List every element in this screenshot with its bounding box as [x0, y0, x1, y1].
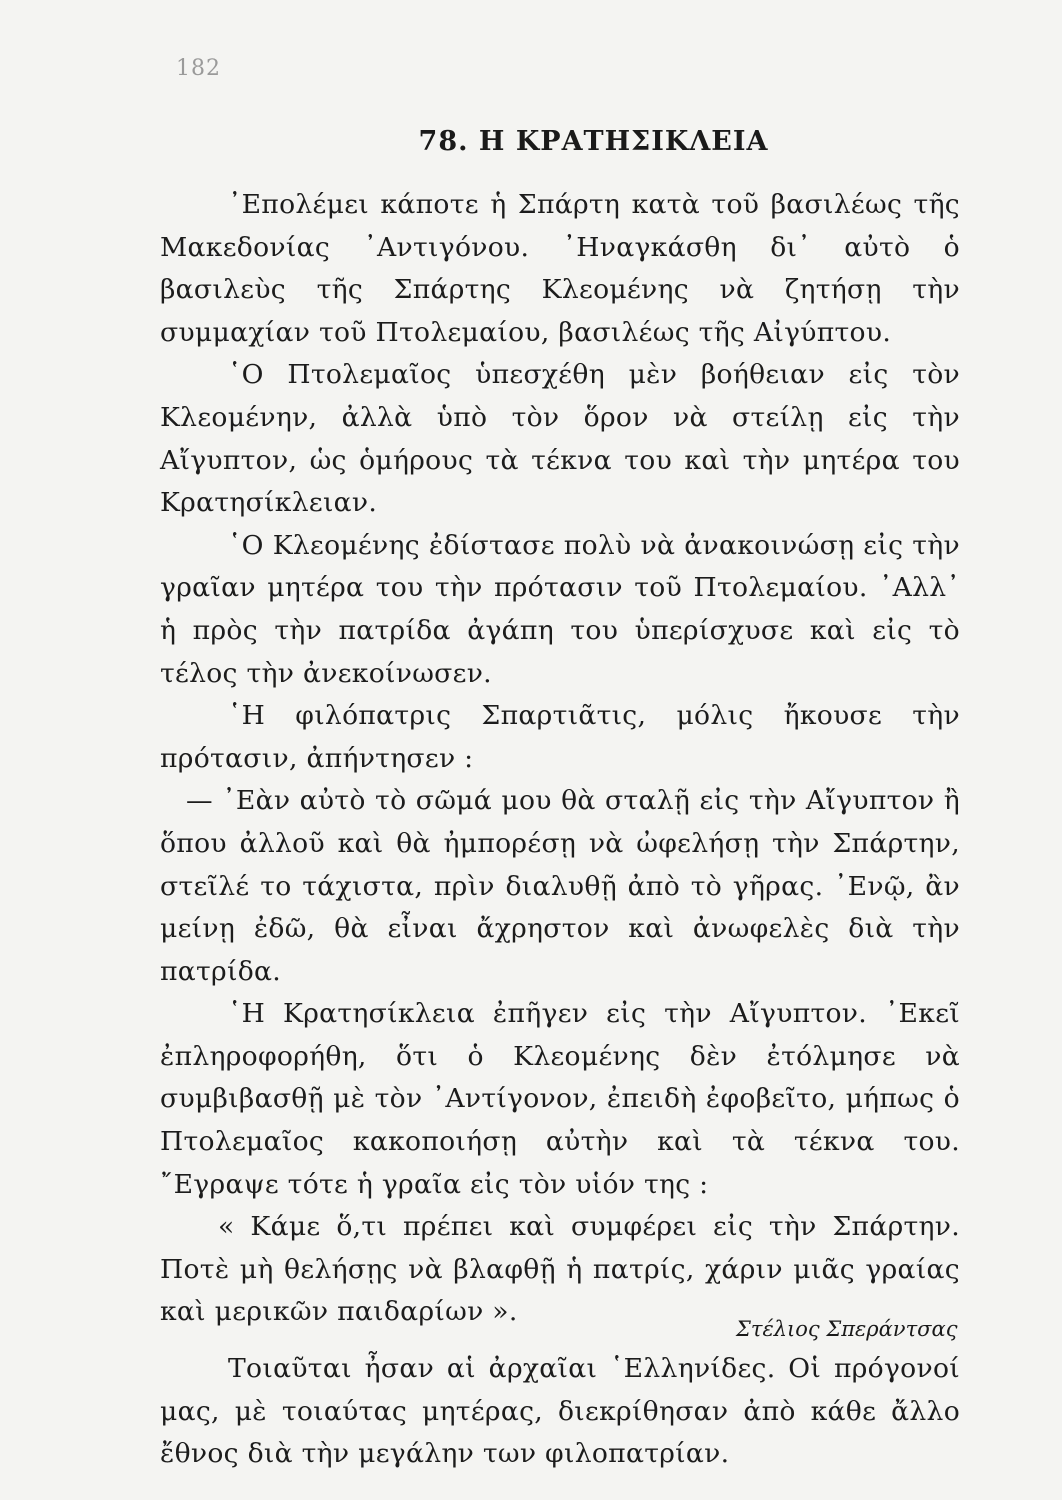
- paragraph-3: ῾Ο Κλεομένης ἐδίστασε πολὺ νὰ ἀνακοινώσῃ εἰς τὴν γραῖαν μητέρα του τὴν πρότασιν τοῦ Πτολεμαίου. ᾿Αλλ᾿ ἡ πρὸς τὴν πατρίδα ἀγάπη του ὑπερίσχυσε καὶ εἰς τὸ τέλος τὴν ἀνεκοίνωσεν.: [160, 529, 960, 689]
- author-signature: Στέλιος Σπεράντσας: [736, 1317, 958, 1341]
- page-number: 182: [176, 56, 221, 81]
- paragraph-closing: Τοιαῦται ἦσαν αἱ ἀρχαῖαι ῾Ελληνίδες. Οἱ πρόγονοί μας, μὲ τοιαύτας μητέρας, διεκρίθησαν ἀπὸ κάθε ἄλλο ἔθνος διὰ τὴν μεγάλην των φιλοπατρίαν.: [160, 1353, 960, 1470]
- paragraph-6: ῾Η Κρατησίκλεια ἐπῆγεν εἰς τὴν Αἴγυπτον. ᾿Εκεῖ ἐπληροφορήθη, ὅτι ὁ Κλεομένης δὲν ἐτόλμησε νὰ συμβιβασθῇ μὲ τὸν ᾿Αντίγονον, ἐπειδὴ ἐφοβεῖτο, μήπως ὁ Πτολεμαῖος κακοποιήσῃ αὐτὴν καὶ τὰ τέκνα του. ῎Εγραψε τότε ἡ γραῖα εἰς τὸν υἱόν της :: [160, 998, 960, 1200]
- paragraph-1: ᾿Επολέμει κάποτε ἡ Σπάρτη κατὰ τοῦ βασιλέως τῆς Μακεδονίας ᾿Αντιγόνου. ᾿Ηναγκάσθη δι᾿ αὐτὸ ὁ βασιλεὺς τῆς Σπάρτης Κλεομένης νὰ ζητήσῃ τὴν συμμαχίαν τοῦ Πτολεμαίου, βασιλέως τῆς Αἰγύπτου.: [160, 189, 960, 348]
- page-title: 78. Η ΚΡΑΤΗΣΙΚΛΕΙΑ: [418, 126, 769, 157]
- paragraph-2: ῾Ο Πτολεμαῖος ὑπεσχέθη μὲν βοήθειαν εἰς τὸν Κλεομένην, ἀλλὰ ὑπὸ τὸν ὅρον νὰ στείλῃ εἰς τὴν Αἴγυπτον, ὡς ὁμήρους τὰ τέκνα του καὶ τὴν μητέρα του Κρατησίκλειαν.: [160, 359, 960, 519]
- paragraph-dialogue: — ᾿Εὰν αὐτὸ τὸ σῶμά μου θὰ σταλῇ εἰς τὴν Αἴγυπτον ἢ ὅπου ἀλλοῦ καὶ θὰ ἠμπορέσῃ νὰ ὠφελήσῃ τὴν Σπάρτην, στεῖλέ το τάχιστα, πρὶν διαλυθῇ ἀπὸ τὸ γῆρας. ᾿Ενῷ, ἂν μείνῃ ἐδῶ, θὰ εἶναι ἄχρηστον καὶ ἀνωφελὲς διὰ τὴν πατρίδα.: [160, 785, 960, 987]
- paragraph-4: ῾Η φιλόπατρις Σπαρτιᾶτις, μόλις ἤκουσε τὴν πρότασιν, ἀπήντησεν :: [160, 700, 960, 774]
- story-text: [160, 184, 960, 1476]
- paragraph-letter-quote: « Κάμε ὅ,τι πρέπει καὶ συμφέρει εἰς τὴν Σπάρτην. Ποτὲ μὴ θελήσῃς νὰ βλαφθῇ ἡ πατρίς, χάριν μιᾶς γραίας καὶ μερικῶν παιδαρίων ».: [160, 1211, 960, 1328]
